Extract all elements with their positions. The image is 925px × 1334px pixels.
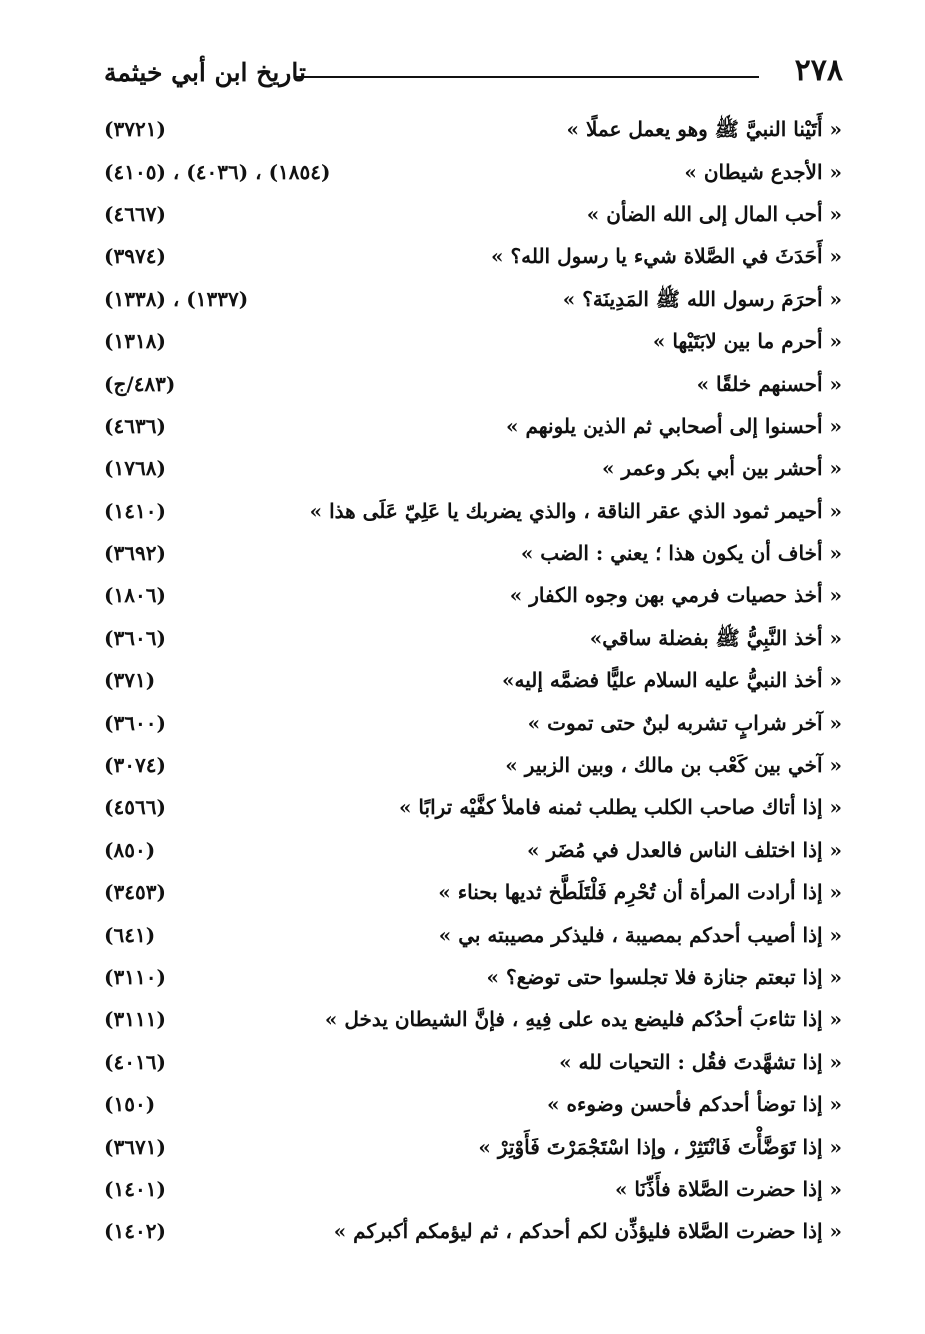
list-item [104, 447, 842, 489]
hadith-text: « إذا أصيب أحدكم بمصيبة ، فليذكر مصيبته بي » [438, 922, 842, 947]
hadith-text: « إذا أرادت المرأة أن تُحْرِم فَلْتَلَطَّخ ثديها بحناء » [438, 880, 842, 905]
list-item [104, 193, 842, 235]
hadith-reference: (٣١١٠) [104, 965, 166, 989]
hadith-reference: (٤٨٣/ج) [104, 371, 176, 396]
hadith-reference: (٣٤٥٣) [104, 880, 166, 905]
hadith-text: « أحب المال إلى الله الضأن » [586, 201, 842, 226]
hadith-reference: (١٣٣٧) ، (١٣٣٨) [104, 286, 249, 311]
hadith-text: « إذا توضأ أحدكم فأحسن وضوءه » [547, 1092, 842, 1117]
hadith-reference: (١٣١٨) [104, 329, 166, 354]
list-item [104, 956, 842, 998]
list-item [104, 532, 842, 574]
hadith-text: « إذا تثاءبَ أحدُكم فليضع يده على فِيهِ ، فإنَّ الشيطان يدخل » [324, 1007, 842, 1032]
list-item [104, 871, 842, 913]
list-item [104, 1083, 842, 1125]
list-item [104, 362, 842, 404]
hadith-text: « أحسنوا إلى أصحابي ثم الذين يلونهم » [506, 413, 842, 438]
hadith-text: « إذا تشهَّدتَ فقُل : التحيات لله » [559, 1049, 842, 1074]
list-item [104, 490, 842, 532]
hadith-text: « أخاف أن يكون هذا ؛ يعني : الضب » [520, 541, 842, 566]
hadith-reference: (٦٤١) [104, 922, 156, 947]
hadith-reference: (٣٦٧١) [104, 1134, 166, 1159]
hadith-reference: (٨٥٠) [104, 837, 156, 862]
hadith-text: « إذا حضرت الصَّلاة فليؤذِّن لكم أحدكم ، ثم ليؤمكم أكبركم » [333, 1219, 842, 1244]
hadith-text: « إذا اختلف الناس فالعدل في مُضَر » [527, 837, 842, 862]
hadith-text: « الأجدع شيطان » [684, 159, 842, 184]
list-item [104, 108, 842, 150]
hadith-reference: (١٨٠٦) [104, 583, 166, 608]
page-header [100, 52, 843, 92]
hadith-reference: (١٤٠٢) [104, 1219, 166, 1244]
hadith-reference: (١٧٦٨) [104, 456, 166, 481]
hadith-text: « أخذ النَّبِيُّ ﷺ بفضلة ساقي» [589, 625, 842, 650]
header-rule [296, 76, 759, 78]
hadith-reference: (٣٩٧٤) [104, 244, 166, 269]
hadith-reference: (١٤٠١) [104, 1176, 166, 1201]
list-item [104, 701, 842, 743]
hadith-text: « آخي بين كَعْب بن مالك ، وبين الزبير » [505, 753, 842, 778]
list-item [104, 150, 842, 192]
hadith-text: « أَحَدَثَ في الصَّلاة شيء يا رسول الله؟ » [491, 244, 842, 269]
hadith-reference: (٣٠٧٤) [104, 753, 166, 778]
list-item [104, 998, 842, 1040]
list-item [104, 659, 842, 701]
hadith-index-list [104, 108, 842, 1253]
hadith-text: « أخذ النبيُّ عليه السلام عليًّا فضمَّه إليه» [502, 668, 842, 693]
list-item [104, 744, 842, 786]
list-item [104, 1125, 842, 1167]
hadith-reference: (٤٦٦٧) [104, 201, 166, 226]
list-item [104, 1041, 842, 1083]
hadith-reference: (٣٧١) [104, 668, 156, 693]
hadith-reference: (٣١١١) [104, 1007, 166, 1032]
hadith-text: « إذا أتاك صاحب الكلب يطلب ثمنه فاملأ كفَّيْه ترابًا » [398, 795, 842, 820]
list-item [104, 617, 842, 659]
hadith-reference: (٣٦٠٠) [104, 710, 166, 735]
page-number: ٢٧٨ [794, 53, 843, 88]
list-item [104, 913, 842, 955]
hadith-text: « إذا تبعتم جنازة فلا تجلسوا حتى توضع؟ » [486, 965, 842, 989]
list-item [104, 574, 842, 616]
hadith-reference: (٣٧٢١) [104, 117, 166, 142]
hadith-reference: (٣٦٩٢) [104, 541, 166, 566]
hadith-text: « أَتَيْنا النبيَّ ﷺ وهو يعمل عملًا » [566, 117, 842, 142]
hadith-text: « أحشر بين أبي بكر وعمر » [601, 456, 842, 481]
hadith-text: « آخر شرابٍ تشربه لبنٌ حتى تموت » [527, 710, 842, 735]
list-item [104, 320, 842, 362]
hadith-text: « إذا حضرت الصَّلاة فأَذِّنَا » [614, 1176, 842, 1201]
hadith-reference: (٤٦٣٦) [104, 413, 166, 438]
hadith-reference: (١٤١٠) [104, 498, 166, 523]
list-item [104, 278, 842, 320]
hadith-text: « أحسنهم خلقًا » [696, 371, 842, 396]
hadith-reference: (١٨٥٤) ، (٤٠٣٦) ، (٤١٠٥) [104, 159, 331, 184]
list-item [104, 235, 842, 277]
hadith-text: « أخذ حصيات فرمي بهن وجوه الكفار » [509, 583, 842, 608]
hadith-reference: (٣٦٠٦) [104, 625, 166, 650]
list-item [104, 829, 842, 871]
book-title: تاريخ ابن أبي خيثمة [104, 58, 306, 87]
hadith-reference: (٤٥٦٦) [104, 795, 166, 820]
list-item [104, 786, 842, 828]
hadith-text: « أحرَمَ رسول الله ﷺ المَدِينَة؟ » [562, 286, 842, 311]
list-item [104, 1168, 842, 1210]
hadith-text: « أحيمر ثمود الذي عقر الناقة ، والذي يضربك يا عَلِيّ عَلَى هذا » [309, 498, 842, 523]
hadith-reference: (٤٠١٦) [104, 1049, 166, 1074]
hadith-text: « أحرم ما بين لابَتَيْها » [652, 329, 842, 354]
list-item [104, 1210, 842, 1252]
hadith-text: « إذا تَوَضَّأْتَ فَانْتَثِرْ ، وإذا اسْتَجْمَرْتَ فَأَوْتِرْ » [478, 1134, 842, 1159]
hadith-reference: (١٥٠) [104, 1092, 156, 1117]
list-item [104, 405, 842, 447]
